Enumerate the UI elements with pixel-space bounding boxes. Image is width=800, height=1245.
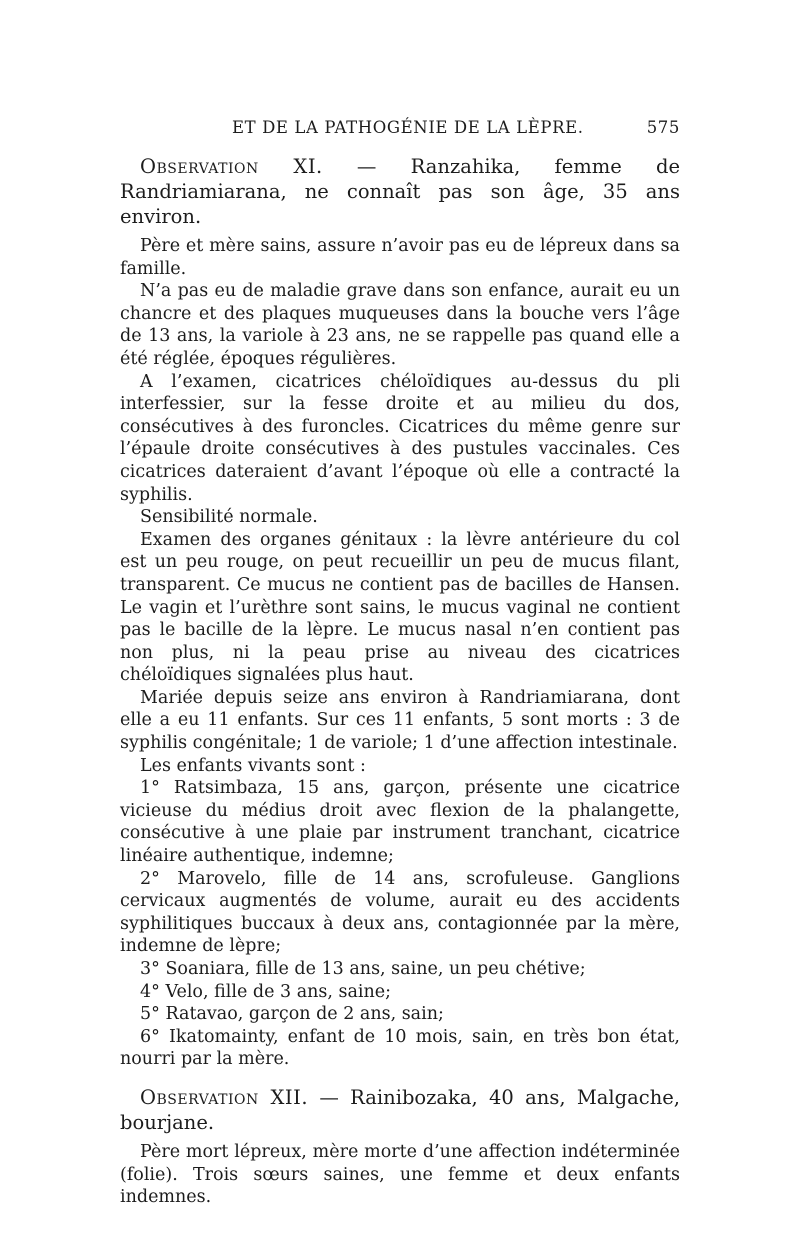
page-number: 575 [646,118,680,137]
observation-intro: — Ranzahika, femme de Randriamiarana, ne connaît pas son âge, 35 ans environ. [120,155,680,228]
paragraph: Examen des organes génitaux : la lèvre antérieure du col est un peu rouge, on peut recueillir un peu de mucus filant, transparent. Ce mucus ne contient pas de bacilles de Hansen. Le vagin et l’urèthre sont sains, le mucus vaginal ne contient pas le bacille de la lèpre. Le mucus nasal n’en contient pas non plus, ni la peau prise au niveau des cicatrices chéloïdiques signalées plus haut. [120,529,680,686]
observation-label: Observation XI. [140,155,323,178]
page-body [120,150,680,1209]
list-item: 2° Marovelo, fille de 14 ans, scrofuleuse. Ganglions cervicaux augmentés de volume, aurait eu des accidents syphilitiques buccaux à deux ans, contagionnée par la mère, indemne de lèpre; [120,868,680,957]
list-item: 6° Ikatomainty, enfant de 10 mois, sain, en très bon état, nourri par la mère. [120,1026,680,1070]
observation-heading [120,1085,680,1135]
list-item: 3° Soaniara, fille de 13 ans, saine, un peu chétive; [140,959,586,979]
paragraph: Mariée depuis seize ans environ à Randriamiarana, dont elle a eu 11 enfants. Sur ces 11 enfants, 5 sont morts : 3 de syphilis congénitale; 1 de variole; 1 d’une affection intestinale. [120,687,680,754]
observation-intro: — Rainibozaka, 40 ans, Malgache, bourjane. [120,1085,680,1134]
observation-label: Observation XII. [140,1085,309,1109]
paragraph: Père mort lépreux, mère morte d’une affection indéterminée (folie). Trois sœurs saines, une femme et deux enfants indemnes. [120,1141,680,1208]
running-header [122,118,680,142]
paragraph: Les enfants vivants sont : [140,755,366,776]
paragraph: Sensibilité normale. [140,507,318,528]
observation-heading [120,154,680,229]
list-item: 1° Ratsimbaza, 15 ans, garçon, présente une cicatrice vicieuse du médius droit avec flexion de la phalangette, consécutive à une plaie par instrument tranchant, cicatrice linéaire authentique, indemne; [120,778,680,867]
list-item: 4° Velo, fille de 3 ans, saine; [140,981,392,1002]
header-title: ET DE LA PATHOGÉNIE DE LA LÈPRE. [232,118,584,137]
paragraph: N’a pas eu de maladie grave dans son enfance, aurait eu un chancre et des plaques muqueuses dans la bouche vers l’âge de 13 ans, la variole à 23 ans, ne se rappelle pas quand elle a été réglée, époques régulières. [120,281,680,369]
list-item: 5° Ratavao, garçon de 2 ans, sain; [140,1004,444,1025]
paragraph: A l’examen, cicatrices chéloïdiques au-dessus du pli interfessier, sur la fesse droite et au milieu du dos, consécutives à des furoncles. Cicatrices du même genre sur l’épaule droite consécutives à des pustules vaccinales. Ces cicatrices dateraient d’avant l’époque où elle a contracté la syphilis. [120,371,680,505]
paragraph: Père et mère sains, assure n’avoir pas eu de lépreux dans sa famille. [120,236,680,279]
